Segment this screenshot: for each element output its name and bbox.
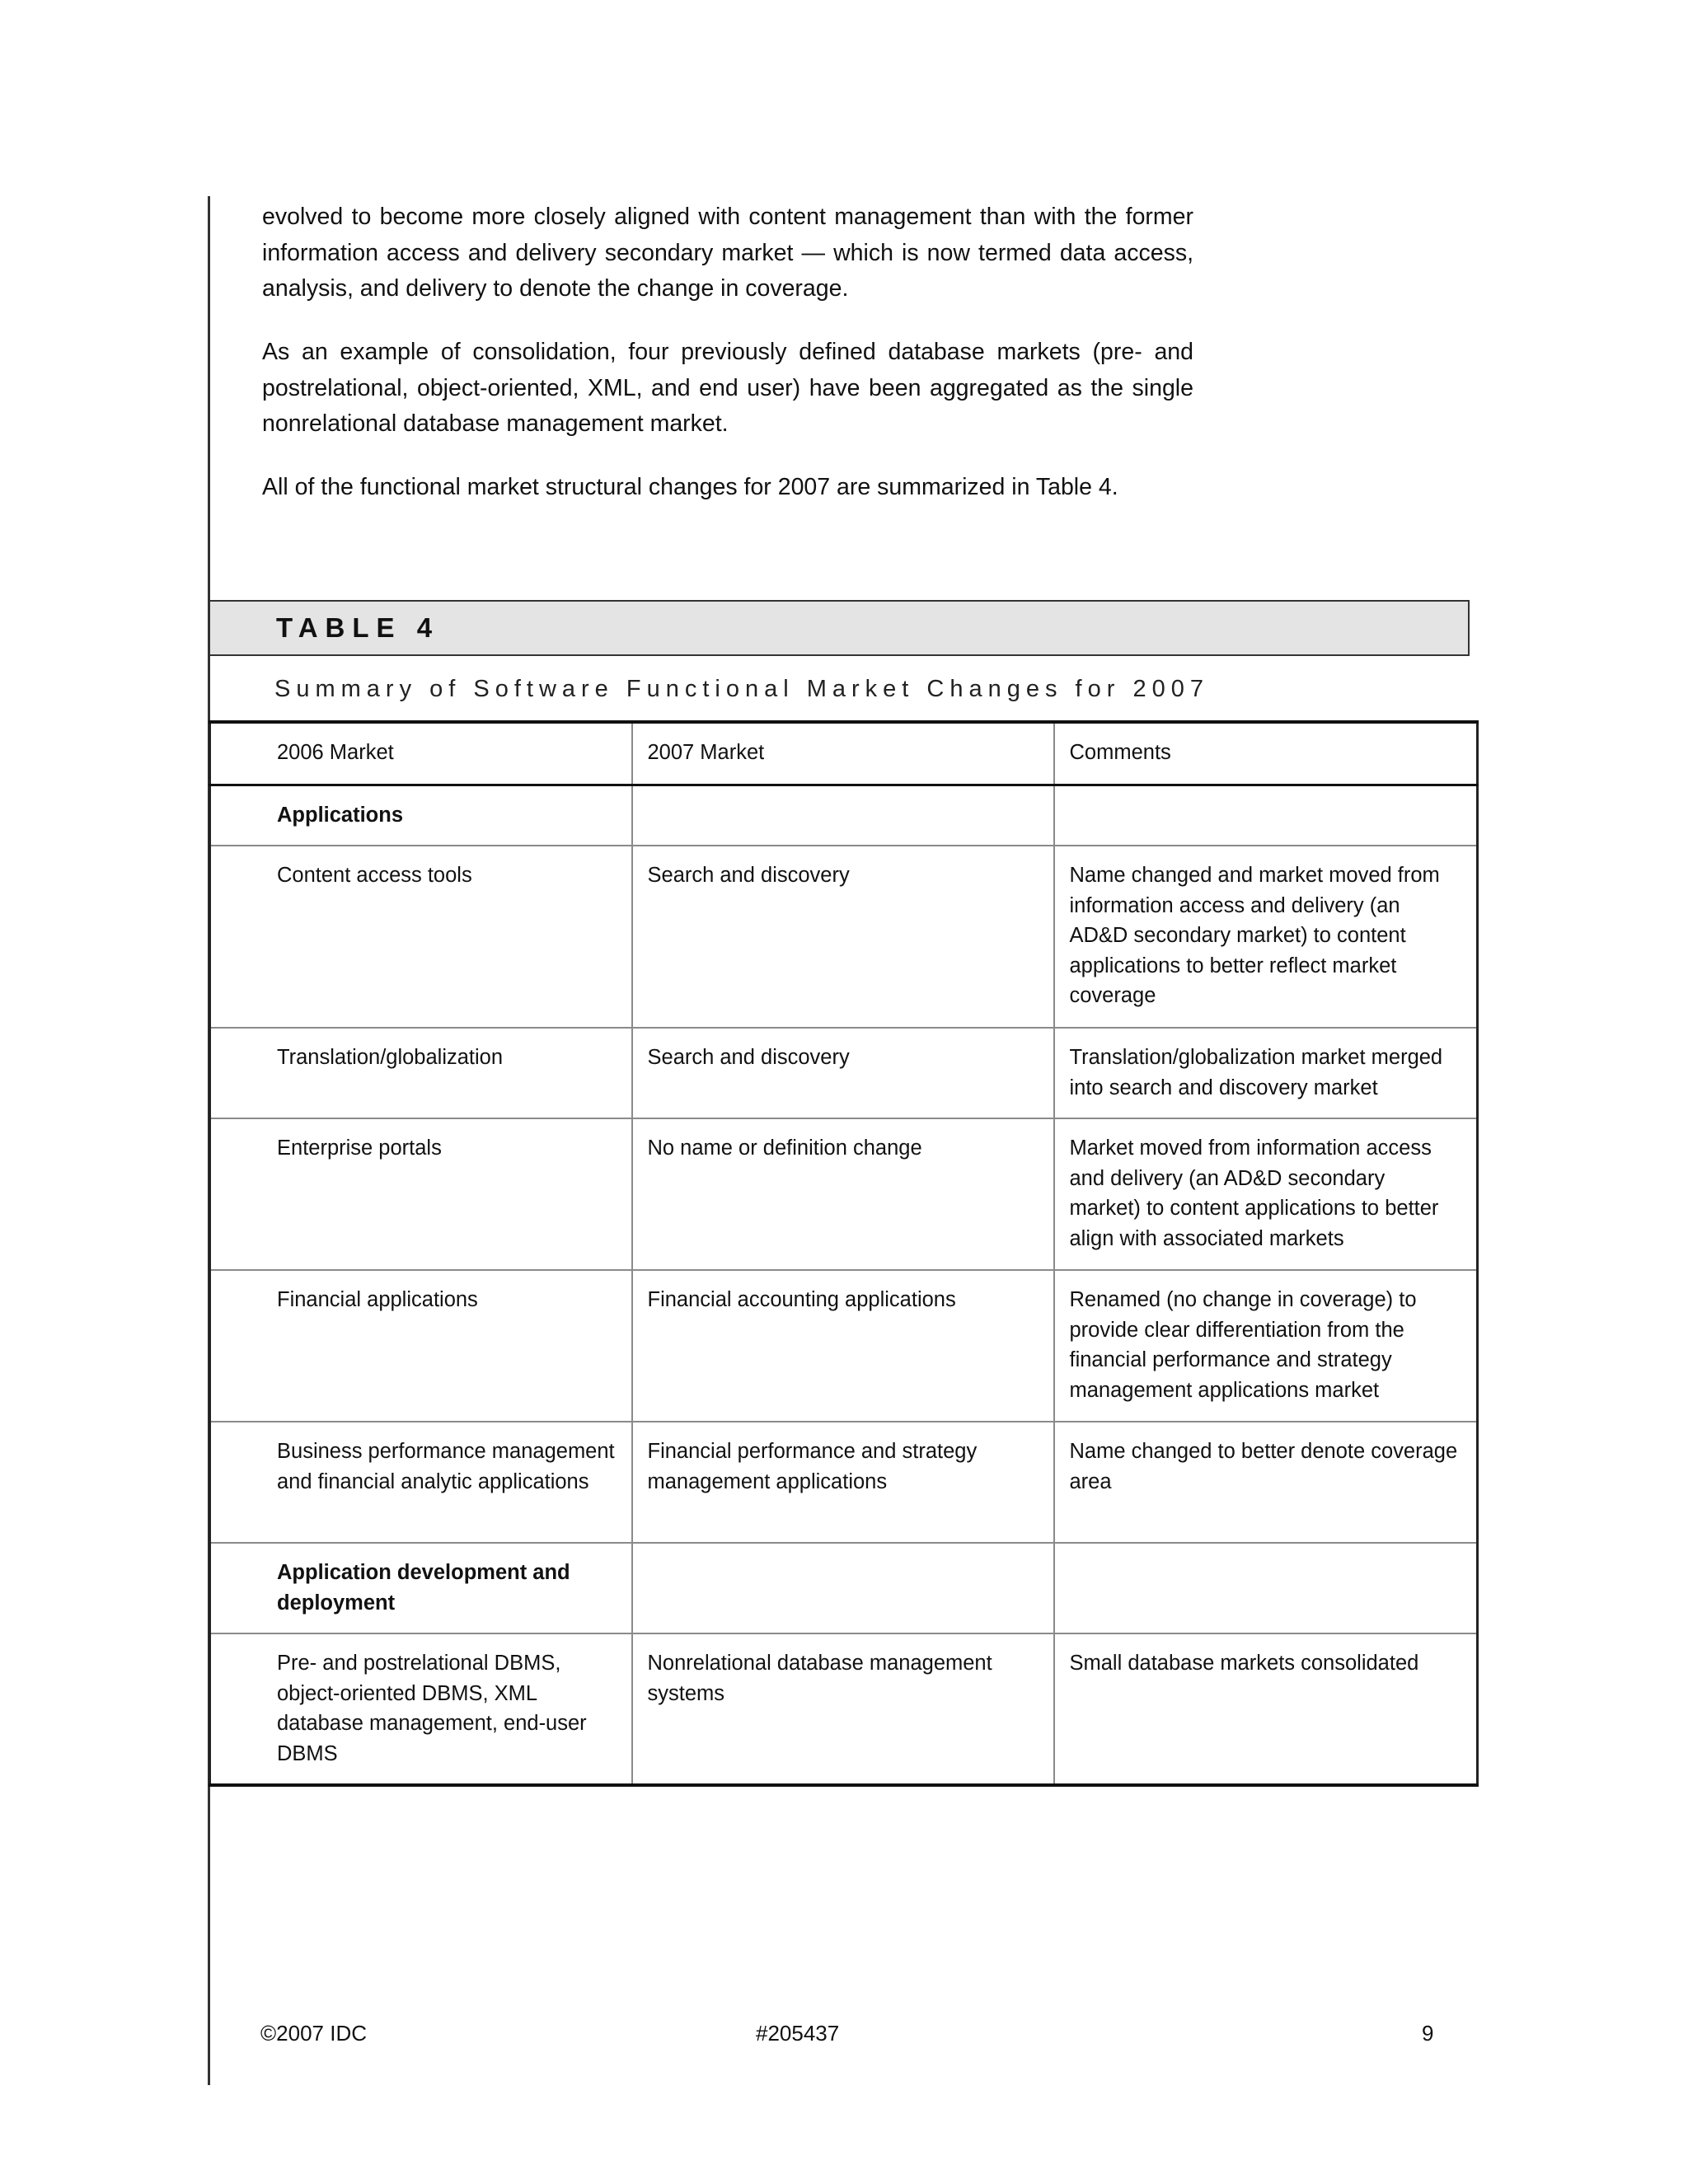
cell-2007-market: Nonrelational database management systems: [632, 1633, 1054, 1785]
cell-2007-market: Search and discovery: [632, 846, 1054, 1028]
table-row: [210, 1422, 1478, 1543]
cell-2006-market: Content access tools: [210, 846, 632, 1028]
cell-2006-market: Financial applications: [210, 1270, 632, 1422]
cell-comments: Market moved from information access and delivery (an AD&D secondary market) to content applications to better align with associated markets: [1054, 1118, 1478, 1270]
cell-comments: Translation/globalization market merged into search and discovery market: [1054, 1028, 1478, 1118]
table-row: [210, 1028, 1478, 1118]
section-title: Applications: [210, 785, 632, 846]
empty-cell: [1054, 785, 1478, 846]
cell-2007-market: Search and discovery: [632, 1028, 1054, 1118]
header-comments: Comments: [1054, 722, 1478, 785]
cell-comments: Name changed to better denote coverage area: [1054, 1422, 1478, 1543]
table-row: [210, 1270, 1478, 1422]
table-label: TABLE 4: [276, 612, 440, 643]
body-paragraph-2: As an example of consolidation, four previously defined database markets (pre- and postrelational, object-oriented, XML, and end user) have been aggregated as the single nonrelational database management market.: [262, 339, 1193, 437]
cell-comments: Small database markets consolidated: [1054, 1633, 1478, 1785]
cell-comments: Renamed (no change in coverage) to provide clear differentiation from the financial performance and strategy management applications market: [1054, 1270, 1478, 1422]
header-2006-market: 2006 Market: [210, 722, 632, 785]
cell-2006-market: Enterprise portals: [210, 1118, 632, 1270]
header-2007-market: 2007 Market: [632, 722, 1054, 785]
table-header-row: [210, 722, 1478, 785]
section-row-applications: [210, 785, 1478, 846]
body-paragraph-3: All of the functional market structural changes for 2007 are summarized in Table 4.: [262, 474, 1118, 500]
footer-doc-number: #205437: [756, 2021, 840, 2046]
market-changes-table: [209, 720, 1479, 1787]
table-caption: Summary of Software Functional Market Changes for 2007: [274, 676, 1209, 702]
cell-2007-market: Financial accounting applications: [632, 1270, 1054, 1422]
cell-2006-market: Translation/globalization: [210, 1028, 632, 1118]
section-row-ad-and-d: [210, 1543, 1478, 1633]
empty-cell: [1054, 1543, 1478, 1633]
body-paragraph-1: evolved to become more closely aligned with content management than with the former information access and delivery secondary market — which is now termed data access, analysis, and delivery to denote the change in coverage.: [262, 204, 1193, 302]
table-row: [210, 1118, 1478, 1270]
cell-2007-market: No name or definition change: [632, 1118, 1054, 1270]
table-label-banner: [209, 600, 1470, 656]
empty-cell: [632, 785, 1054, 846]
footer-copyright: ©2007 IDC: [260, 2021, 367, 2046]
cell-2006-market: Pre- and postrelational DBMS, object-oriented DBMS, XML database management, end-user DBMS: [210, 1633, 632, 1785]
cell-2006-market: Business performance management and financial analytic applications: [210, 1422, 632, 1543]
table-row: [210, 1633, 1478, 1785]
cell-comments: Name changed and market moved from information access and delivery (an AD&D secondary market) to content applications to better reflect market coverage: [1054, 846, 1478, 1028]
footer-page-number: 9: [1422, 2021, 1434, 2046]
section-title: Application development and deployment: [210, 1543, 632, 1633]
table-row: [210, 846, 1478, 1028]
cell-2007-market: Financial performance and strategy management applications: [632, 1422, 1054, 1543]
empty-cell: [632, 1543, 1054, 1633]
